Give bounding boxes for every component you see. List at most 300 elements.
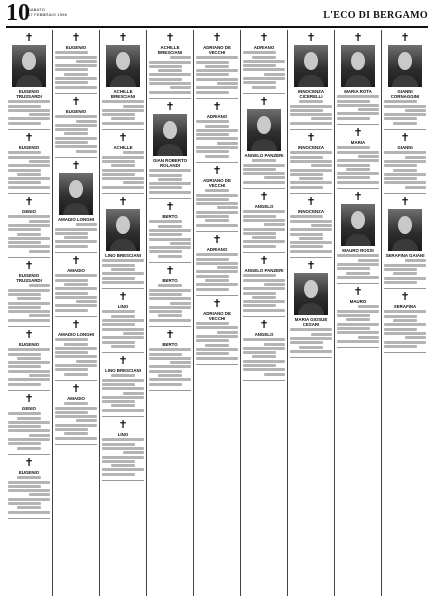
cross-icon: ✝ <box>24 131 34 145</box>
text-line <box>384 100 417 103</box>
text-line <box>123 181 144 184</box>
notice-text <box>337 305 379 342</box>
text-line <box>196 146 238 149</box>
cross-icon: ✝ <box>165 99 175 113</box>
notice-text <box>149 284 191 321</box>
text-line <box>243 300 285 303</box>
text-line <box>8 481 50 484</box>
text-line <box>17 297 40 300</box>
text-line <box>8 365 41 368</box>
text-line <box>102 113 135 116</box>
text-line <box>243 215 276 218</box>
death-notice <box>149 99 191 199</box>
cross-icon: ✝ <box>71 31 81 44</box>
notice-text <box>196 253 238 290</box>
text-line <box>76 60 97 63</box>
text-line <box>337 151 379 154</box>
notice-text <box>55 402 97 439</box>
text-line <box>358 259 379 262</box>
text-line <box>158 314 181 317</box>
text-line <box>384 277 426 280</box>
death-notice <box>102 353 144 417</box>
text-line <box>17 417 40 420</box>
page-number: 10 <box>6 0 30 26</box>
deceased-name: INNOCENZA CICERELLI <box>297 89 325 99</box>
deceased-name: GIANNI CORNAGGINI <box>390 89 420 99</box>
text-line <box>337 117 370 120</box>
text-line <box>102 383 135 386</box>
cross-icon: ✝ <box>118 131 128 145</box>
text-line <box>337 100 370 103</box>
notice-text <box>8 151 50 188</box>
text-line <box>290 113 332 116</box>
text-line <box>290 337 332 340</box>
notice-text <box>337 254 379 278</box>
text-line <box>290 341 323 344</box>
text-line <box>8 122 41 125</box>
death-notice <box>243 317 285 381</box>
text-line <box>149 233 182 236</box>
text-line <box>55 296 97 299</box>
text-line <box>311 333 332 336</box>
text-line <box>405 336 426 339</box>
cross-icon: ✝ <box>212 232 222 246</box>
deceased-name: GENIO <box>21 209 37 215</box>
text-line <box>196 253 238 256</box>
text-line <box>252 56 275 59</box>
text-line <box>384 173 426 176</box>
deceased-name: GENIO <box>21 405 37 411</box>
death-notice <box>384 289 426 353</box>
text-line <box>384 341 426 344</box>
text-line <box>384 105 426 108</box>
text-line <box>264 176 285 179</box>
deceased-name: ANGELO <box>254 204 274 210</box>
text-line <box>55 228 97 231</box>
text-line <box>76 150 97 153</box>
text-line <box>8 151 41 154</box>
cross-icon: ✝ <box>71 94 81 108</box>
text-line <box>55 407 97 410</box>
text-line <box>64 373 87 376</box>
text-line <box>8 361 50 364</box>
deceased-name: ADRIANO DE VECCHI <box>203 45 231 55</box>
text-line <box>8 412 41 415</box>
text-line <box>337 146 370 149</box>
text-line <box>290 156 323 159</box>
text-line <box>264 283 285 286</box>
text-line <box>170 56 191 59</box>
text-line <box>29 434 50 437</box>
death-notice <box>243 30 285 94</box>
cross-icon: ✝ <box>165 200 175 214</box>
text-line <box>149 310 182 313</box>
text-line <box>405 259 426 262</box>
cross-icon: ✝ <box>118 195 128 209</box>
text-line <box>243 360 285 363</box>
text-line <box>217 331 238 334</box>
text-line <box>102 443 135 446</box>
notice-text <box>196 189 238 226</box>
text-line <box>64 432 87 435</box>
text-line <box>149 186 182 189</box>
text-line <box>337 172 379 175</box>
text-line <box>196 137 238 140</box>
cross-icon: ✝ <box>24 391 34 405</box>
text-line <box>337 104 379 107</box>
text-line <box>64 236 87 239</box>
text-line <box>243 172 285 175</box>
text-line <box>55 287 97 290</box>
text-line <box>196 91 229 94</box>
cross-icon: ✝ <box>306 259 316 273</box>
text-line <box>384 117 417 120</box>
death-notice <box>8 391 50 455</box>
notice-text <box>8 100 50 124</box>
text-line <box>102 460 135 463</box>
death-notice <box>290 194 332 258</box>
cross-icon: ✝ <box>259 190 269 204</box>
text-line <box>243 64 276 67</box>
text-line <box>8 485 41 488</box>
text-line <box>55 424 97 427</box>
death-notice <box>102 30 144 130</box>
text-line <box>393 169 416 172</box>
death-notice <box>384 30 426 130</box>
text-line <box>264 343 285 346</box>
text-line <box>111 404 134 407</box>
text-line <box>196 270 238 273</box>
text-line <box>149 319 191 322</box>
text-line <box>8 105 41 108</box>
deceased-name: GIANNI <box>397 145 413 151</box>
death-notice <box>55 253 97 317</box>
text-line <box>8 156 50 159</box>
text-line <box>196 211 238 214</box>
text-line <box>149 78 182 81</box>
cross-icon: ✝ <box>306 31 316 44</box>
text-line <box>205 155 228 158</box>
death-notice <box>337 189 379 284</box>
text-line <box>243 287 285 290</box>
notice-text <box>196 120 238 157</box>
text-line <box>102 387 144 390</box>
text-line <box>205 279 228 282</box>
text-line <box>149 91 191 94</box>
text-line <box>299 100 322 103</box>
portrait-photo <box>294 273 328 315</box>
text-line <box>17 506 40 509</box>
deceased-name: EUGENIO <box>65 108 87 114</box>
deceased-name: MARIA GIOSUE CESARI <box>294 317 328 328</box>
deceased-name: ACHILLE BRESCIANI <box>157 45 183 55</box>
column <box>335 30 382 596</box>
text-line <box>252 355 275 358</box>
text-line <box>290 233 323 236</box>
portrait-photo <box>294 45 328 87</box>
text-line <box>196 348 238 351</box>
text-line <box>243 210 285 213</box>
cross-icon: ✝ <box>24 195 34 209</box>
text-line <box>55 86 97 89</box>
text-line <box>8 237 50 240</box>
text-line <box>205 125 228 128</box>
deceased-name: INNOCENZA <box>297 145 325 151</box>
text-line <box>17 357 40 360</box>
text-line <box>29 220 50 223</box>
text-line <box>337 263 379 266</box>
text-line <box>264 73 285 76</box>
text-line <box>346 272 369 275</box>
cross-icon: ✝ <box>165 327 175 341</box>
text-line <box>55 141 88 144</box>
text-line <box>311 117 332 120</box>
text-line <box>102 456 144 459</box>
text-line <box>29 284 50 287</box>
text-line <box>55 245 88 248</box>
death-notice <box>290 258 332 358</box>
text-line <box>252 236 275 239</box>
text-line <box>111 464 134 467</box>
notice-text <box>243 338 285 375</box>
deceased-name: LINO <box>117 432 129 438</box>
text-line <box>8 117 50 120</box>
text-line <box>290 228 332 231</box>
text-line <box>8 498 50 501</box>
text-line <box>393 272 416 275</box>
cross-icon: ✝ <box>24 31 34 44</box>
text-line <box>55 145 97 148</box>
text-line <box>337 112 379 115</box>
text-line <box>55 292 88 295</box>
notice-text <box>55 338 97 375</box>
death-notice <box>8 194 50 258</box>
notice-text <box>102 374 144 411</box>
text-line <box>158 69 181 72</box>
text-line <box>217 82 238 85</box>
column <box>241 30 288 596</box>
text-line <box>149 238 191 241</box>
text-line <box>8 169 41 172</box>
notice-text <box>384 310 426 347</box>
text-line <box>102 409 144 412</box>
deceased-name: AMADIO LONGHI <box>57 216 95 222</box>
text-line <box>311 164 332 167</box>
text-line <box>405 109 426 112</box>
deceased-name: ANGELO PANZERI <box>244 268 284 274</box>
text-line <box>8 306 41 309</box>
deceased-name: ANGELO <box>254 331 274 337</box>
issue-date <box>28 7 67 17</box>
death-notice <box>196 99 238 163</box>
text-line <box>102 396 144 399</box>
death-notice <box>102 289 144 353</box>
text-line <box>337 254 379 257</box>
text-line <box>8 109 50 112</box>
text-line <box>337 276 379 279</box>
text-line <box>196 198 229 201</box>
text-line <box>102 156 144 159</box>
text-line <box>196 150 229 153</box>
cross-icon: ✝ <box>259 94 269 108</box>
text-line <box>205 219 228 222</box>
text-line <box>358 108 379 111</box>
text-line <box>123 451 144 454</box>
deceased-name: AMADIO <box>67 395 85 401</box>
text-line <box>384 281 417 284</box>
text-line <box>196 275 229 278</box>
cross-icon: ✝ <box>165 264 175 278</box>
text-line <box>299 177 322 180</box>
text-line <box>358 336 379 339</box>
cross-icon: ✝ <box>400 290 410 304</box>
text-line <box>290 151 332 154</box>
text-line <box>55 137 97 140</box>
text-line <box>337 164 370 167</box>
notice-text <box>196 56 238 93</box>
portrait-photo <box>247 109 281 151</box>
text-line <box>170 242 191 245</box>
cross-icon: ✝ <box>212 31 222 44</box>
text-line <box>337 327 370 330</box>
text-line <box>64 132 87 135</box>
text-line <box>384 332 426 335</box>
deceased-name: INNOCENZA <box>297 209 325 215</box>
text-line <box>8 429 50 432</box>
text-line <box>243 68 285 71</box>
text-line <box>384 160 426 163</box>
column <box>6 30 53 596</box>
text-line <box>337 340 379 343</box>
notice-text <box>290 151 332 188</box>
cross-icon: ✝ <box>212 296 222 310</box>
text-line <box>196 288 229 291</box>
text-line <box>290 160 332 163</box>
text-line <box>111 345 134 348</box>
text-line <box>102 400 135 403</box>
death-notice <box>8 258 50 327</box>
text-line <box>55 279 88 282</box>
text-line <box>384 323 426 326</box>
text-line <box>337 310 379 313</box>
text-line <box>196 78 238 81</box>
text-line <box>252 159 275 162</box>
text-line <box>196 224 238 227</box>
text-line <box>8 186 50 189</box>
text-line <box>64 73 87 76</box>
text-line <box>149 65 182 68</box>
cross-icon: ✝ <box>212 163 222 177</box>
text-line <box>337 159 379 162</box>
text-line <box>290 245 323 248</box>
deceased-name: BERTO <box>162 278 178 284</box>
text-line <box>196 61 229 64</box>
text-line <box>149 191 191 194</box>
column <box>100 30 147 596</box>
text-line <box>158 284 181 287</box>
notice-text <box>102 259 144 283</box>
text-line <box>76 300 97 303</box>
notice-text <box>55 223 97 247</box>
deceased-name: ADRIANO <box>206 113 228 119</box>
newspaper-title: L'ECO DI BERGAMO <box>323 10 428 21</box>
masthead <box>6 0 428 28</box>
portrait-photo <box>153 114 187 156</box>
portrait-photo <box>341 45 375 87</box>
text-line <box>393 319 416 322</box>
text-line <box>384 315 417 318</box>
text-line <box>102 100 144 103</box>
cross-icon: ✝ <box>259 317 269 331</box>
text-line <box>358 155 379 158</box>
notice-text <box>149 220 191 257</box>
text-line <box>55 309 88 312</box>
text-line <box>102 173 135 176</box>
obituary-columns <box>6 30 428 596</box>
text-line <box>8 302 50 305</box>
text-line <box>196 335 238 338</box>
text-line <box>243 351 276 354</box>
notice-text <box>8 412 50 449</box>
text-line <box>196 262 238 265</box>
text-line <box>196 73 229 76</box>
text-line <box>243 279 285 282</box>
text-line <box>55 347 97 350</box>
text-line <box>8 425 41 428</box>
notice-text <box>384 100 426 124</box>
text-line <box>149 378 191 381</box>
text-line <box>243 81 276 84</box>
text-line <box>123 151 144 154</box>
death-notice <box>149 327 191 391</box>
text-line <box>243 364 276 367</box>
text-line <box>384 328 417 331</box>
deceased-name: LINO BRESCIANI <box>105 253 141 259</box>
text-line <box>337 176 370 179</box>
notice-text <box>8 215 50 252</box>
text-line <box>55 338 88 341</box>
text-line <box>55 304 97 307</box>
text-line <box>196 258 229 261</box>
text-line <box>55 355 97 358</box>
text-line <box>55 437 97 440</box>
text-line <box>102 328 144 331</box>
text-line <box>196 326 238 329</box>
text-line <box>8 310 50 313</box>
text-line <box>149 348 191 351</box>
weekday: SABATO <box>28 7 46 12</box>
deceased-name: MARIA <box>350 140 366 146</box>
text-line <box>111 117 134 120</box>
text-line <box>111 374 134 377</box>
text-line <box>243 51 276 54</box>
text-line <box>290 215 323 218</box>
cross-icon: ✝ <box>306 195 316 209</box>
text-line <box>196 339 229 342</box>
text-line <box>76 360 97 363</box>
text-line <box>384 113 426 116</box>
cross-icon: ✝ <box>259 254 269 268</box>
text-line <box>102 438 144 441</box>
text-line <box>102 468 144 471</box>
column <box>288 30 335 596</box>
cross-icon: ✝ <box>353 126 363 140</box>
text-line <box>8 181 41 184</box>
text-line <box>102 186 144 189</box>
deceased-name: MARIA ROTA <box>344 89 372 94</box>
cross-icon: ✝ <box>24 455 34 469</box>
deceased-name: ANGELO PANZERI <box>244 152 284 158</box>
